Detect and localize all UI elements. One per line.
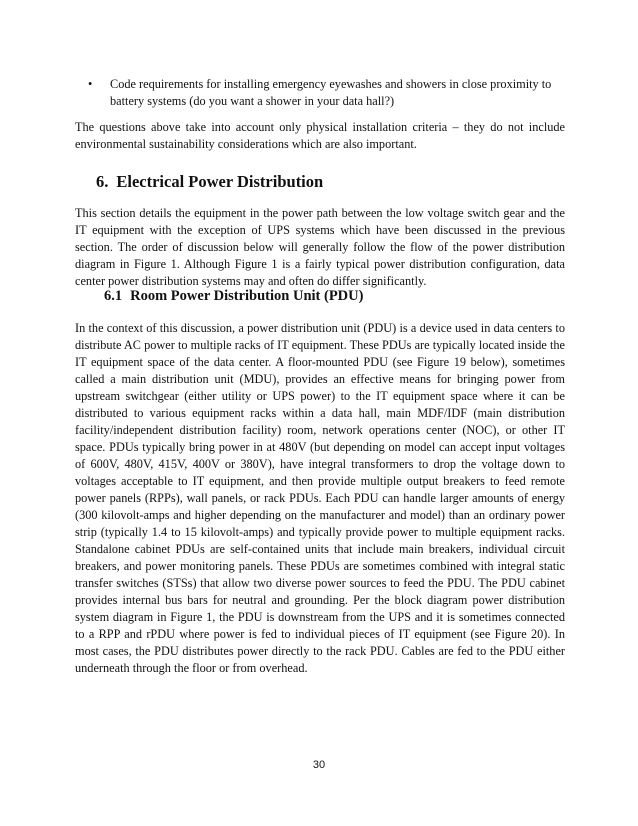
section-heading [96, 172, 323, 192]
page-number: 30 [312, 759, 326, 771]
bullet-item [88, 76, 564, 110]
subsection-title: Room Power Distribution Unit (PDU) [130, 288, 364, 304]
section-number: 6. [96, 172, 109, 191]
section-paragraph: This section details the equipment in the power path between the low voltage switch gear and the IT equipment with the exception of UPS systems which have been discussed in the previous section. The order of discussion below will generally follow the flow of the power distribution diagram in Figure 1. Although Figure 1 is a fairly typical power distribution configuration, data center power distribution systems may and often do differ significantly. [75, 206, 565, 288]
intro-paragraph: The questions above take into account only physical installation criteria – they do not include environmental sustainability considerations which are also important. [75, 120, 565, 151]
subsection-paragraph: In the context of this discussion, a power distribution unit (PDU) is a device used in data centers to distribute AC power to multiple racks of IT equipment. These PDUs are typically located inside the IT equipment space of the data center. A floor-mounted PDU (see Figure 19 below), sometimes called a main distribution unit (MDU), provides an effective means for bringing power from upstream switchgear (either utility or UPS power) to the IT equipment space where it can be distributed to various equipment racks within a data hall, main MDF/IDF (main distribution facility/independent distribution facility) room, network operations center (NOC), or other IT space. PDUs typically bring power in at 480V (but depending on model can accept input voltages of 600V, 480V, 415V, 400V or 380V), have integral transformers to drop the voltage down to voltages acceptable to IT equipment, and then provide multiple output breakers to feed remote power panels (RPPs), wall panels, or rack PDUs. Each PDU can handle larger amounts of energy (300 kilovolt-amps and higher depending on the manufacturer and model) than an ordinary power strip (typically 1.4 to 15 kilovolt-amps) and typically provide power to multiple equipment racks. Standalone cabinet PDUs are self-contained units that include main breakers, individual circuit breakers, and power monitoring panels. These PDUs are sometimes combined with integral static transfer switches (STSs) that allow two diverse power sources to feed the PDU. The PDU cabinet provides internal bus bars for neutral and grounding. Per the block diagram power distribution system diagram in Figure 1, the PDU is downstream from the UPS and it is sometimes connected to a RPP and rPDU where power is fed to individual pieces of IT equipment (see Figure 20). In most cases, the PDU distributes power directly to the rack PDU. Cables are fed to the PDU either underneath through the floor or from overhead. [75, 321, 565, 675]
bullet-icon: • [88, 77, 93, 91]
subsection-heading [104, 288, 363, 305]
bullet-text: Code requirements for installing emergency eyewashes and showers in close proximity to battery systems (do you want a shower in your data hall?) [110, 77, 552, 108]
subsection-number: 6.1 [104, 288, 123, 304]
section-title: Electrical Power Distribution [116, 172, 324, 191]
